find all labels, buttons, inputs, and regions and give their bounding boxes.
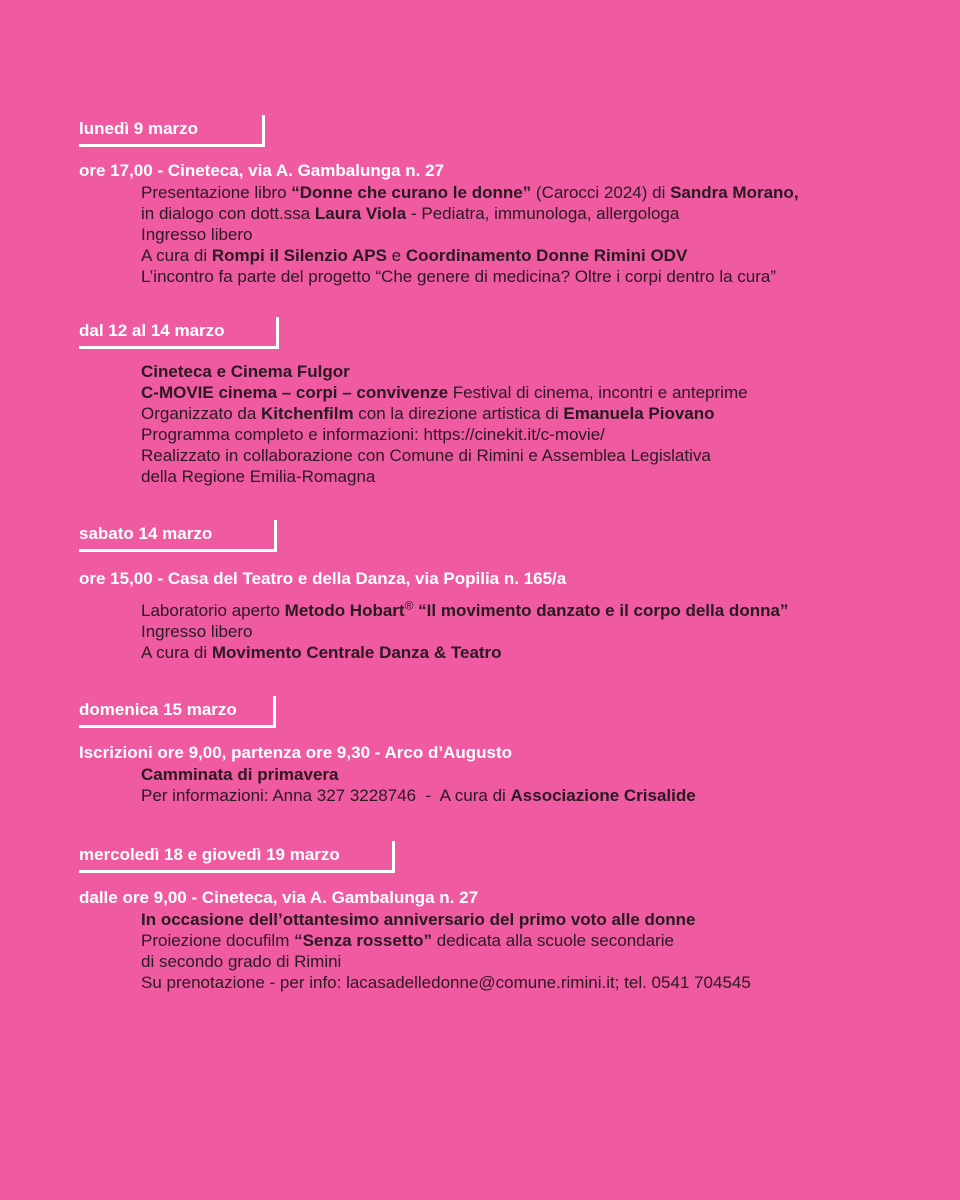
detail-line: Realizzato in collaborazione con Comune di Rimini e Assemblea Legislativa: [141, 446, 711, 465]
detail-line: Presentazione libro “Donne che curano le donne” (Carocci 2024) di Sandra Morano,: [141, 183, 799, 202]
event-time-place: ore 15,00 - Casa del Teatro e della Danza, via Popilia n. 165/a: [79, 569, 567, 588]
detail-line: Su prenotazione - per info: lacasadelledonne@comune.rimini.it; tel. 0541 704545: [141, 973, 751, 992]
registered-mark: ®: [404, 598, 414, 613]
event-date: domenica 15 marzo: [79, 700, 237, 719]
event-details: [141, 182, 799, 287]
detail-line: Ingresso libero: [141, 622, 253, 641]
detail-line: di secondo grado di Rimini: [141, 952, 342, 971]
event-date: lunedì 9 marzo: [79, 119, 199, 138]
detail-line: della Regione Emilia-Romagna: [141, 467, 376, 486]
detail-line: C-MOVIE cinema – corpi – convivenze Festival di cinema, incontri e anteprime: [141, 383, 748, 402]
detail-line: Organizzato da Kitchenfilm con la direzione artistica di Emanuela Piovano: [141, 404, 715, 423]
event-date: dal 12 al 14 marzo: [79, 321, 225, 340]
detail-line: Proiezione docufilm “Senza rossetto” dedicata alla scuole secondarie: [141, 931, 674, 950]
event-time-place: dalle ore 9,00 - Cineteca, via A. Gambalunga n. 27: [79, 888, 479, 907]
detail-line: Per informazioni: Anna 327 3228746 - A cura di Associazione Crisalide: [141, 786, 696, 805]
event-date: sabato 14 marzo: [79, 524, 213, 543]
date-tab: [79, 520, 277, 552]
event-details: [141, 361, 748, 487]
date-tab: [79, 841, 395, 873]
event-time-place: Iscrizioni ore 9,00, partenza ore 9,30 - Arco d’Augusto: [79, 743, 512, 762]
date-tab: [79, 696, 276, 728]
detail-line: A cura di Movimento Centrale Danza & Teatro: [141, 643, 502, 662]
event-details: [141, 909, 751, 993]
detail-line: Laboratorio aperto Metodo Hobart® “Il movimento danzato e il corpo della donna”: [141, 598, 789, 620]
event-details: [141, 600, 788, 663]
date-tab: [79, 115, 265, 147]
detail-line: Programma completo e informazioni: https://cinekit.it/c-movie/: [141, 425, 605, 444]
detail-line: Ingresso libero: [141, 225, 253, 244]
detail-line: In occasione dell’ottantesimo anniversario del primo voto alle donne: [141, 910, 696, 929]
detail-line: A cura di Rompi il Silenzio APS e Coordinamento Donne Rimini ODV: [141, 246, 688, 265]
date-tab: [79, 317, 279, 349]
detail-line: L’incontro fa parte del progetto “Che genere di medicina? Oltre i corpi dentro la cura”: [141, 267, 777, 286]
detail-line: in dialogo con dott.ssa Laura Viola - Pediatra, immunologa, allergologa: [141, 204, 680, 223]
event-time-place: ore 17,00 - Cineteca, via A. Gambalunga n. 27: [79, 161, 445, 180]
detail-line: Cineteca e Cinema Fulgor: [141, 362, 350, 381]
event-details: [141, 764, 696, 806]
detail-line: Camminata di primavera: [141, 765, 339, 784]
event-date: mercoledì 18 e giovedì 19 marzo: [79, 845, 340, 864]
